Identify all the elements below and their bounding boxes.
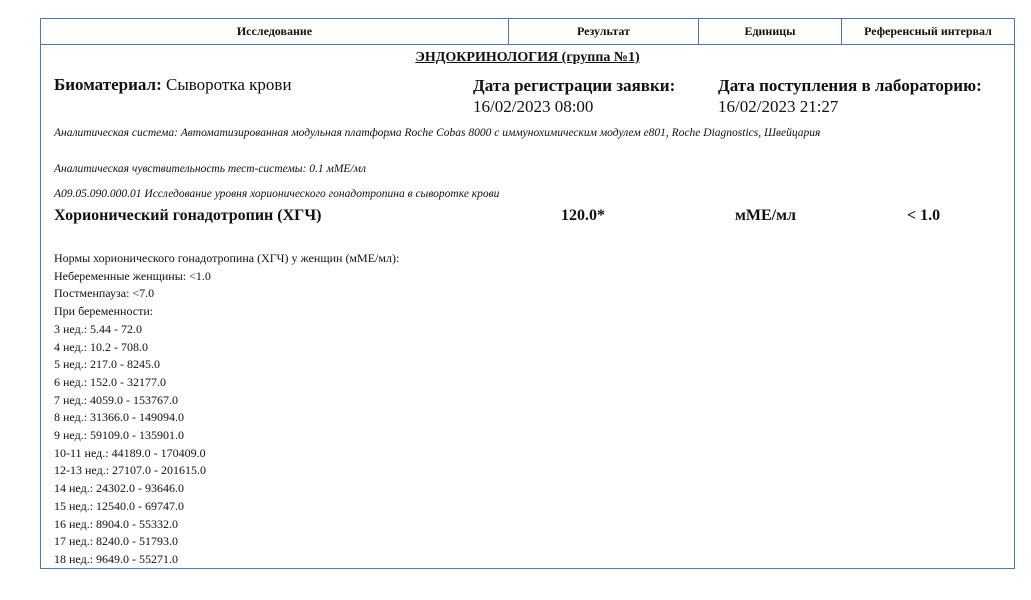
norms-line: 4 нед.: 10.2 - 708.0 (54, 339, 149, 354)
registration-date-block (473, 75, 675, 117)
result-row (41, 207, 1014, 231)
norms-line: 10-11 нед.: 44189.0 - 170409.0 (54, 445, 206, 460)
header-study: Исследование (41, 19, 509, 44)
norms-line: Нормы хорионического гонадотропина (ХГЧ) у женщин (мМЕ/мл): (54, 251, 400, 265)
registration-label: Дата регистрации заявки: (473, 76, 676, 95)
norms-line: 3 нед.: 5.44 - 72.0 (54, 321, 143, 336)
result-reference: < 1.0 (907, 207, 941, 224)
norms-line: 16 нед.: 8904.0 - 55332.0 (54, 516, 179, 531)
norms-line: 14 нед.: 24302.0 - 93646.0 (54, 481, 185, 496)
norms-line: При беременности: (54, 304, 154, 319)
biomaterial (54, 75, 292, 95)
header-units: Единицы (699, 19, 842, 44)
norms-line: Небеременные женщины: <1.0 (54, 268, 211, 283)
norms-line: Постменпауза: <7.0 (54, 286, 155, 301)
norms-line: 12-13 нед.: 27107.0 - 201615.0 (54, 463, 207, 478)
norms-line: 6 нед.: 152.0 - 32177.0 (54, 374, 167, 389)
header-result: Результат (509, 19, 699, 44)
norms-line: 8 нед.: 31366.0 - 149094.0 (54, 410, 185, 425)
result-name: Хорионический гонадотропин (ХГЧ) (54, 207, 322, 224)
received-label: Дата поступления в лабораторию: (718, 76, 982, 95)
section-title (41, 50, 1014, 66)
received-date-block (718, 75, 982, 117)
norms-line: 18 нед.: 9649.0 - 55271.0 (54, 551, 179, 566)
norms-line: 17 нед.: 8240.0 - 51793.0 (54, 534, 179, 549)
received-value: 16/02/2023 21:27 (718, 97, 839, 116)
biomaterial-value: Сыворотка крови (165, 75, 292, 94)
norms-list (54, 250, 399, 569)
result-unit: мМЕ/мл (735, 207, 796, 224)
biomaterial-label: Биоматериал: (54, 75, 162, 94)
table-header (41, 19, 1014, 45)
test-code-line: А09.05.090.000.01 Исследование уровня хорионического гонадотропина в сыворотке крови (54, 188, 500, 200)
section-title-text: ЭНДОКРИНОЛОГИЯ (группа №1) (415, 50, 640, 65)
norms-line: 5 нед.: 217.0 - 8245.0 (54, 357, 161, 372)
registration-value: 16/02/2023 08:00 (473, 97, 594, 116)
norms-line: 15 нед.: 12540.0 - 69747.0 (54, 498, 185, 513)
sensitivity-note: Аналитическая чувствительность тест-системы: 0.1 мМЕ/мл (54, 163, 366, 175)
norms-line: 9 нед.: 59109.0 - 135901.0 (54, 428, 185, 443)
result-value: 120.0* (561, 207, 605, 224)
norms-line: 7 нед.: 4059.0 - 153767.0 (54, 392, 179, 407)
report-frame (40, 18, 1015, 569)
header-reference: Референсный интервал (864, 24, 992, 38)
analytic-system-note: Аналитическая система: Автоматизированная модульная платформа Roche Cobas 8000 с иммунохимическим модулем e801, Roche Diagnostics, Швейцария (54, 127, 821, 139)
